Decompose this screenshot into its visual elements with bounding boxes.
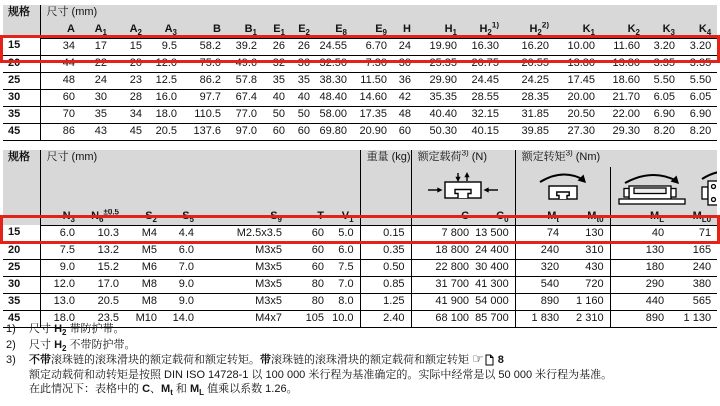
torque-value: 320	[515, 259, 565, 276]
dimension-value: 40	[291, 89, 316, 106]
dimension-value: 28	[113, 89, 148, 106]
footnote-number: 1)	[6, 323, 16, 335]
torque-value: 240	[670, 259, 717, 276]
column-letter-Mt0: $M_{t0}$	[565, 209, 610, 225]
column-letter-N6: $N_6^{\pm 0.5}$	[81, 209, 125, 225]
size-cell: 30	[3, 276, 40, 293]
dimension-value: 40	[263, 89, 291, 106]
torque-value: 1 160	[565, 293, 610, 310]
dimension-value: 20	[113, 55, 148, 72]
load-value: 85 700	[475, 310, 515, 327]
size-cell: 45	[3, 123, 40, 140]
column-letter-N3: $N_3$	[40, 209, 81, 225]
dimension-value: 9.0	[40, 259, 81, 276]
column-letter-ML: $M_L$	[610, 209, 670, 225]
carriage-dimensions-table	[3, 5, 717, 141]
dimension-value: 58.2	[183, 38, 227, 55]
column-letter-C0: $C_0$	[475, 209, 515, 225]
dimension-value: 18.0	[40, 310, 81, 327]
dimension-value: 49.6	[227, 55, 263, 72]
dimension-value: 11.50	[353, 72, 393, 89]
dimension-value: M2.5x3.5	[200, 225, 288, 242]
dimension-value: 7.5	[330, 259, 360, 276]
column-letter-H: H	[393, 22, 417, 38]
dimension-value: 80	[288, 293, 330, 310]
weight-value: 0.15	[360, 225, 411, 242]
dimension-value: 3.20	[646, 38, 681, 55]
dimension-value: 20.5	[148, 123, 183, 140]
torque-value: 2 310	[565, 310, 610, 327]
torque-value: 240	[515, 242, 565, 259]
footnote	[6, 353, 718, 397]
dimension-value: 70	[40, 106, 81, 123]
pointing-hand-icon: ☞	[472, 351, 484, 366]
column-letter-Mt: $M_t$	[515, 209, 565, 225]
dimension-value: M3x5	[200, 259, 288, 276]
dimension-value: 57.8	[227, 72, 263, 89]
dimension-value: 32.15	[463, 106, 505, 123]
weight-header: 重量 (kg)	[360, 150, 411, 167]
dimension-value: 6.70	[353, 38, 393, 55]
dimension-value: 20.50	[555, 106, 601, 123]
footnote-line: 尺寸 $H_2$ 带防护带。	[29, 323, 125, 338]
dimension-value: 13.80	[555, 55, 601, 72]
dimension-value: 11.60	[601, 38, 646, 55]
ratings-table-wrap	[3, 150, 717, 328]
column-letter-T: T	[288, 209, 330, 225]
dimension-value: 35	[81, 106, 113, 123]
torque-rating-header: 额定转矩$^{3)}$ (Nm)	[515, 150, 717, 167]
load-value: 41 300	[475, 276, 515, 293]
dimension-value: M8	[125, 276, 163, 293]
dimension-value: 28.35	[505, 89, 555, 106]
dimension-value: 13.0	[40, 293, 81, 310]
dimension-value: 23.5	[81, 310, 125, 327]
size-cell: 15	[3, 225, 40, 242]
torque-value: 1 830	[515, 310, 565, 327]
dimension-value: 14.0	[163, 310, 200, 327]
size-row-45	[3, 123, 717, 140]
torque-yaw-top-icon	[693, 182, 718, 194]
dimension-value: 28.55	[463, 89, 505, 106]
size-row-25	[3, 72, 717, 89]
dimension-value: 18.60	[601, 72, 646, 89]
dimension-value: 24	[393, 38, 417, 55]
dimension-value: 17	[81, 38, 113, 55]
dimension-value: M3x5	[200, 293, 288, 310]
dimension-value: 32	[263, 55, 291, 72]
dimension-value: 34	[113, 106, 148, 123]
dimension-value: 26	[291, 38, 316, 55]
dimension-value: 8.20	[681, 123, 717, 140]
dimension-value: 6.05	[681, 89, 717, 106]
dimension-value: 18.0	[148, 106, 183, 123]
dimension-value: M10	[125, 310, 163, 327]
dimension-value: M4	[125, 225, 163, 242]
size-row-15	[3, 225, 717, 242]
dimension-value: 17.0	[81, 276, 125, 293]
size-cell: 15	[3, 38, 40, 55]
dimension-value: 44	[40, 55, 81, 72]
weight-value: 2.40	[360, 310, 411, 327]
dimension-value: 43	[81, 123, 113, 140]
dimension-value: 24.55	[316, 38, 353, 55]
dimension-value: 34	[40, 38, 81, 55]
dimension-value: 5.50	[646, 72, 681, 89]
footnote-line: 在此情况下：表格中的 C、$M_t$ 和 $M_L$ 值乘以系数 1.26。	[29, 383, 298, 398]
dimension-value: 22.00	[601, 106, 646, 123]
column-letter-E2: $E_2$	[291, 22, 316, 38]
dimension-value: 22	[81, 55, 113, 72]
dimension-value: 36	[393, 72, 417, 89]
dimension-value: 20.75	[463, 55, 505, 72]
dimension-value: 8.20	[646, 123, 681, 140]
dimension-value: 9.0	[163, 276, 200, 293]
footnote	[6, 338, 718, 353]
dimension-value: 13.2	[81, 242, 125, 259]
column-letter-E9: $E_9$	[353, 22, 393, 38]
dimension-value: 77.0	[227, 106, 263, 123]
column-letter-S5: $S_5$	[163, 209, 200, 225]
page-ref-icon	[484, 354, 495, 366]
torque-value: 310	[565, 242, 610, 259]
dimension-value: 50.30	[417, 123, 463, 140]
footnote-number: 2)	[6, 338, 16, 351]
dimension-value: 29.90	[417, 72, 463, 89]
ratings-table	[3, 150, 717, 328]
footnote-text	[29, 353, 718, 397]
dimension-value: 12.0	[40, 276, 81, 293]
size-cell: 45	[3, 310, 40, 327]
load-value: 30 400	[475, 259, 515, 276]
column-letter-K3: $K_3$	[646, 22, 681, 38]
torque-value: 430	[565, 259, 610, 276]
dimension-value: 6.90	[646, 106, 681, 123]
torque-value: 380	[670, 276, 717, 293]
dimension-value: 24	[81, 72, 113, 89]
load-value: 18 800	[411, 242, 475, 259]
load-value: 31 700	[411, 276, 475, 293]
dimension-value: 20.00	[555, 89, 601, 106]
torque-value: 130	[565, 225, 610, 242]
dimension-value: 40.15	[463, 123, 505, 140]
load-rating-header: 额定载荷$^{3)}$ (N)	[411, 150, 515, 167]
dimension-value: 7.30	[353, 55, 393, 72]
torque-value: 565	[670, 293, 717, 310]
column-letter-K4: $K_4$	[681, 22, 717, 38]
dimension-value: 30	[81, 89, 113, 106]
dimension-value: 75.0	[183, 55, 227, 72]
dimension-value: 7.0	[330, 276, 360, 293]
dimension-value: M4x7	[200, 310, 288, 327]
dimension-value: 4.4	[163, 225, 200, 242]
column-letter-K1: $K_1$	[555, 22, 601, 38]
dimension-value: 29.30	[601, 123, 646, 140]
size-cell: 30	[3, 89, 40, 106]
dimension-value: 25.35	[417, 55, 463, 72]
torque-value: 720	[565, 276, 610, 293]
dimension-value: 24.45	[463, 72, 505, 89]
dimension-value: 42	[393, 89, 417, 106]
dimension-value: M3x5	[200, 276, 288, 293]
carriage-dimensions-table-wrap	[3, 5, 717, 141]
dimension-value: 80	[288, 276, 330, 293]
load-value: 41 900	[411, 293, 475, 310]
torque-value: 74	[515, 225, 565, 242]
dimension-value: 35	[291, 72, 316, 89]
dimension-value: 20.55	[505, 55, 555, 72]
dimension-value: 40.40	[417, 106, 463, 123]
column-letter-K2: $K_2$	[601, 22, 646, 38]
weight-value: 1.25	[360, 293, 411, 310]
load-value: 13 500	[475, 225, 515, 242]
column-letter-E8: $E_8$	[316, 22, 353, 38]
dimension-value: 48	[393, 106, 417, 123]
dimension-value: 110.5	[183, 106, 227, 123]
weight-letter-empty	[360, 209, 411, 225]
dimension-value: 67.4	[227, 89, 263, 106]
dimension-value: 39.2	[227, 38, 263, 55]
footnote-line: 额定动载荷和动转矩是按照 DIN ISO 14728-1 以 100 000 米行程为基准确定的。实际中经常是以 50 000 米行程为基准。	[29, 368, 613, 381]
torque-pitch-side-icon	[611, 182, 693, 194]
size-row-30	[3, 276, 717, 293]
footnote-line: 不带滚珠链的滚珠滑块的额定载荷和额定转矩。带滚珠链的滚珠滑块的额定载荷和额定转矩 ☞ 8	[29, 351, 504, 366]
column-letter-H1: $H_1$	[417, 22, 463, 38]
dimension-value: 9.0	[163, 293, 200, 310]
dimension-value: 7.5	[40, 242, 81, 259]
dimension-value: 60	[393, 123, 417, 140]
column-letter-V1: $V_1$	[330, 209, 360, 225]
torque-value: 180	[610, 259, 670, 276]
column-letter-S2: $S_2$	[125, 209, 163, 225]
load-value: 68 100	[411, 310, 475, 327]
size-row-20	[3, 242, 717, 259]
dimension-value: 60	[263, 123, 291, 140]
dimension-value: 12.0	[148, 55, 183, 72]
dimension-value: 45	[113, 123, 148, 140]
dimension-value: 60	[40, 89, 81, 106]
load-value: 22 800	[411, 259, 475, 276]
dimension-value: 137.6	[183, 123, 227, 140]
dimension-value: M8	[125, 293, 163, 310]
dim-unit-header: 尺寸 (mm)	[40, 5, 717, 22]
size-row-20	[3, 55, 717, 72]
dimension-value: 10.00	[555, 38, 601, 55]
weight-value: 0.50	[360, 259, 411, 276]
column-letter-B1: $B_1$	[227, 22, 263, 38]
dimension-value: 39.85	[505, 123, 555, 140]
dimension-value: 30	[393, 55, 417, 72]
dimension-value: M5	[125, 242, 163, 259]
dimension-value: 21.70	[601, 89, 646, 106]
column-letter-A: A	[40, 22, 81, 38]
dimension-value: 6.0	[163, 242, 200, 259]
torque-value: 1 130	[670, 310, 717, 327]
torque-value: 71	[670, 225, 717, 242]
column-letter-S9: $S_9$	[200, 209, 288, 225]
column-letter-H2: $H_2^{1)}$	[463, 22, 505, 38]
dimension-value: 60	[288, 259, 330, 276]
dimension-value: M6	[125, 259, 163, 276]
dimension-value: 3.20	[681, 38, 717, 55]
torque-value: 40	[610, 225, 670, 242]
dimension-value: 24.25	[505, 72, 555, 89]
dimension-value: 23	[113, 72, 148, 89]
dimension-value: 26	[263, 38, 291, 55]
dimension-value: 20.90	[353, 123, 393, 140]
column-letter-A3: $A_3$	[148, 22, 183, 38]
spec-column-header: 规格	[3, 150, 40, 225]
torque-value: 440	[610, 293, 670, 310]
dimension-value: 16.20	[505, 38, 555, 55]
size-row-35	[3, 106, 717, 123]
dimension-value: 48.40	[316, 89, 353, 106]
torque-roll-icon	[527, 182, 599, 194]
dimension-value: 20.5	[81, 293, 125, 310]
column-letter-C: C	[411, 209, 475, 225]
footnote	[6, 322, 718, 337]
dimension-value: 10.3	[81, 225, 125, 242]
dimension-value: 58.00	[316, 106, 353, 123]
load-value: 24 400	[475, 242, 515, 259]
dimension-value: 15	[113, 38, 148, 55]
footnote-text	[29, 338, 718, 353]
dimension-value: 86	[40, 123, 81, 140]
dimension-value: 7.0	[163, 259, 200, 276]
size-cell: 35	[3, 106, 40, 123]
size-cell: 25	[3, 259, 40, 276]
dimension-value: 17.45	[555, 72, 601, 89]
dimension-value: 32.50	[316, 55, 353, 72]
dimension-value: 60	[288, 242, 330, 259]
dimension-value: 35	[263, 72, 291, 89]
dimension-value: 19.90	[417, 38, 463, 55]
spec-column-header: 规格	[3, 5, 40, 38]
dimension-value: 3.35	[646, 55, 681, 72]
weight-value: 0.35	[360, 242, 411, 259]
dimension-value: 6.90	[681, 106, 717, 123]
dimension-value: 48	[40, 72, 81, 89]
dimension-value: 35.35	[417, 89, 463, 106]
footnotes	[6, 322, 718, 398]
column-letter-E1: $E_1$	[263, 22, 291, 38]
column-letter-H2: $H_2^{2)}$	[505, 22, 555, 38]
dimension-value: 38.30	[316, 72, 353, 89]
load-value: 7 800	[411, 225, 475, 242]
load-value: 54 000	[475, 293, 515, 310]
dimension-value: 6.0	[330, 242, 360, 259]
dimension-value: 8.0	[330, 293, 360, 310]
footnote-number: 3)	[6, 354, 16, 366]
dimension-value: 60	[288, 225, 330, 242]
dimension-value: 9.5	[148, 38, 183, 55]
column-letter-ML0: $M_{L0}$	[670, 209, 717, 225]
dimension-value: 97.0	[227, 123, 263, 140]
size-row-35	[3, 293, 717, 310]
dimension-value: 6.0	[40, 225, 81, 242]
footnote-line: 尺寸 $H_2$ 不带防护带。	[29, 338, 136, 353]
footnote-text	[29, 322, 718, 337]
dimension-value: 6.05	[646, 89, 681, 106]
size-cell: 25	[3, 72, 40, 89]
size-row-15	[3, 38, 717, 55]
weight-value: 0.85	[360, 276, 411, 293]
dimension-value: 50	[291, 106, 316, 123]
dimension-value: 16.0	[148, 89, 183, 106]
torque-value: 130	[610, 242, 670, 259]
dimension-value: 97.7	[183, 89, 227, 106]
size-row-25	[3, 259, 717, 276]
load-arrows-icon	[421, 182, 505, 194]
dim-unit-header: 尺寸 (mm)	[40, 150, 360, 167]
dimension-value: 12.5	[148, 72, 183, 89]
torque-value: 165	[670, 242, 717, 259]
size-cell: 20	[3, 242, 40, 259]
dimension-value: 16.30	[463, 38, 505, 55]
dimension-value: 27.30	[555, 123, 601, 140]
dimension-value: 3.35	[681, 55, 717, 72]
torque-value: 290	[610, 276, 670, 293]
dimension-value: 13.80	[601, 55, 646, 72]
dimension-value: 14.60	[353, 89, 393, 106]
dimension-value: 31.85	[505, 106, 555, 123]
column-letter-B: B	[183, 22, 227, 38]
column-letter-A2: $A_2$	[113, 22, 148, 38]
torque-value: 890	[610, 310, 670, 327]
size-cell: 20	[3, 55, 40, 72]
dimension-value: 5.50	[681, 72, 717, 89]
dimension-value: 10.0	[330, 310, 360, 327]
dimension-value: 60	[291, 123, 316, 140]
dimension-value: 69.80	[316, 123, 353, 140]
dimension-value: 50	[263, 106, 291, 123]
dimension-value: 36	[291, 55, 316, 72]
size-cell: 35	[3, 293, 40, 310]
size-row-30	[3, 89, 717, 106]
dimension-value: 5.0	[330, 225, 360, 242]
torque-value: 540	[515, 276, 565, 293]
dimension-value: M3x5	[200, 242, 288, 259]
dimension-value: 86.2	[183, 72, 227, 89]
dimension-value: 105	[288, 310, 330, 327]
dimension-value: 15.2	[81, 259, 125, 276]
dimension-value: 17.35	[353, 106, 393, 123]
torque-value: 890	[515, 293, 565, 310]
column-letter-A1: $A_1$	[81, 22, 113, 38]
